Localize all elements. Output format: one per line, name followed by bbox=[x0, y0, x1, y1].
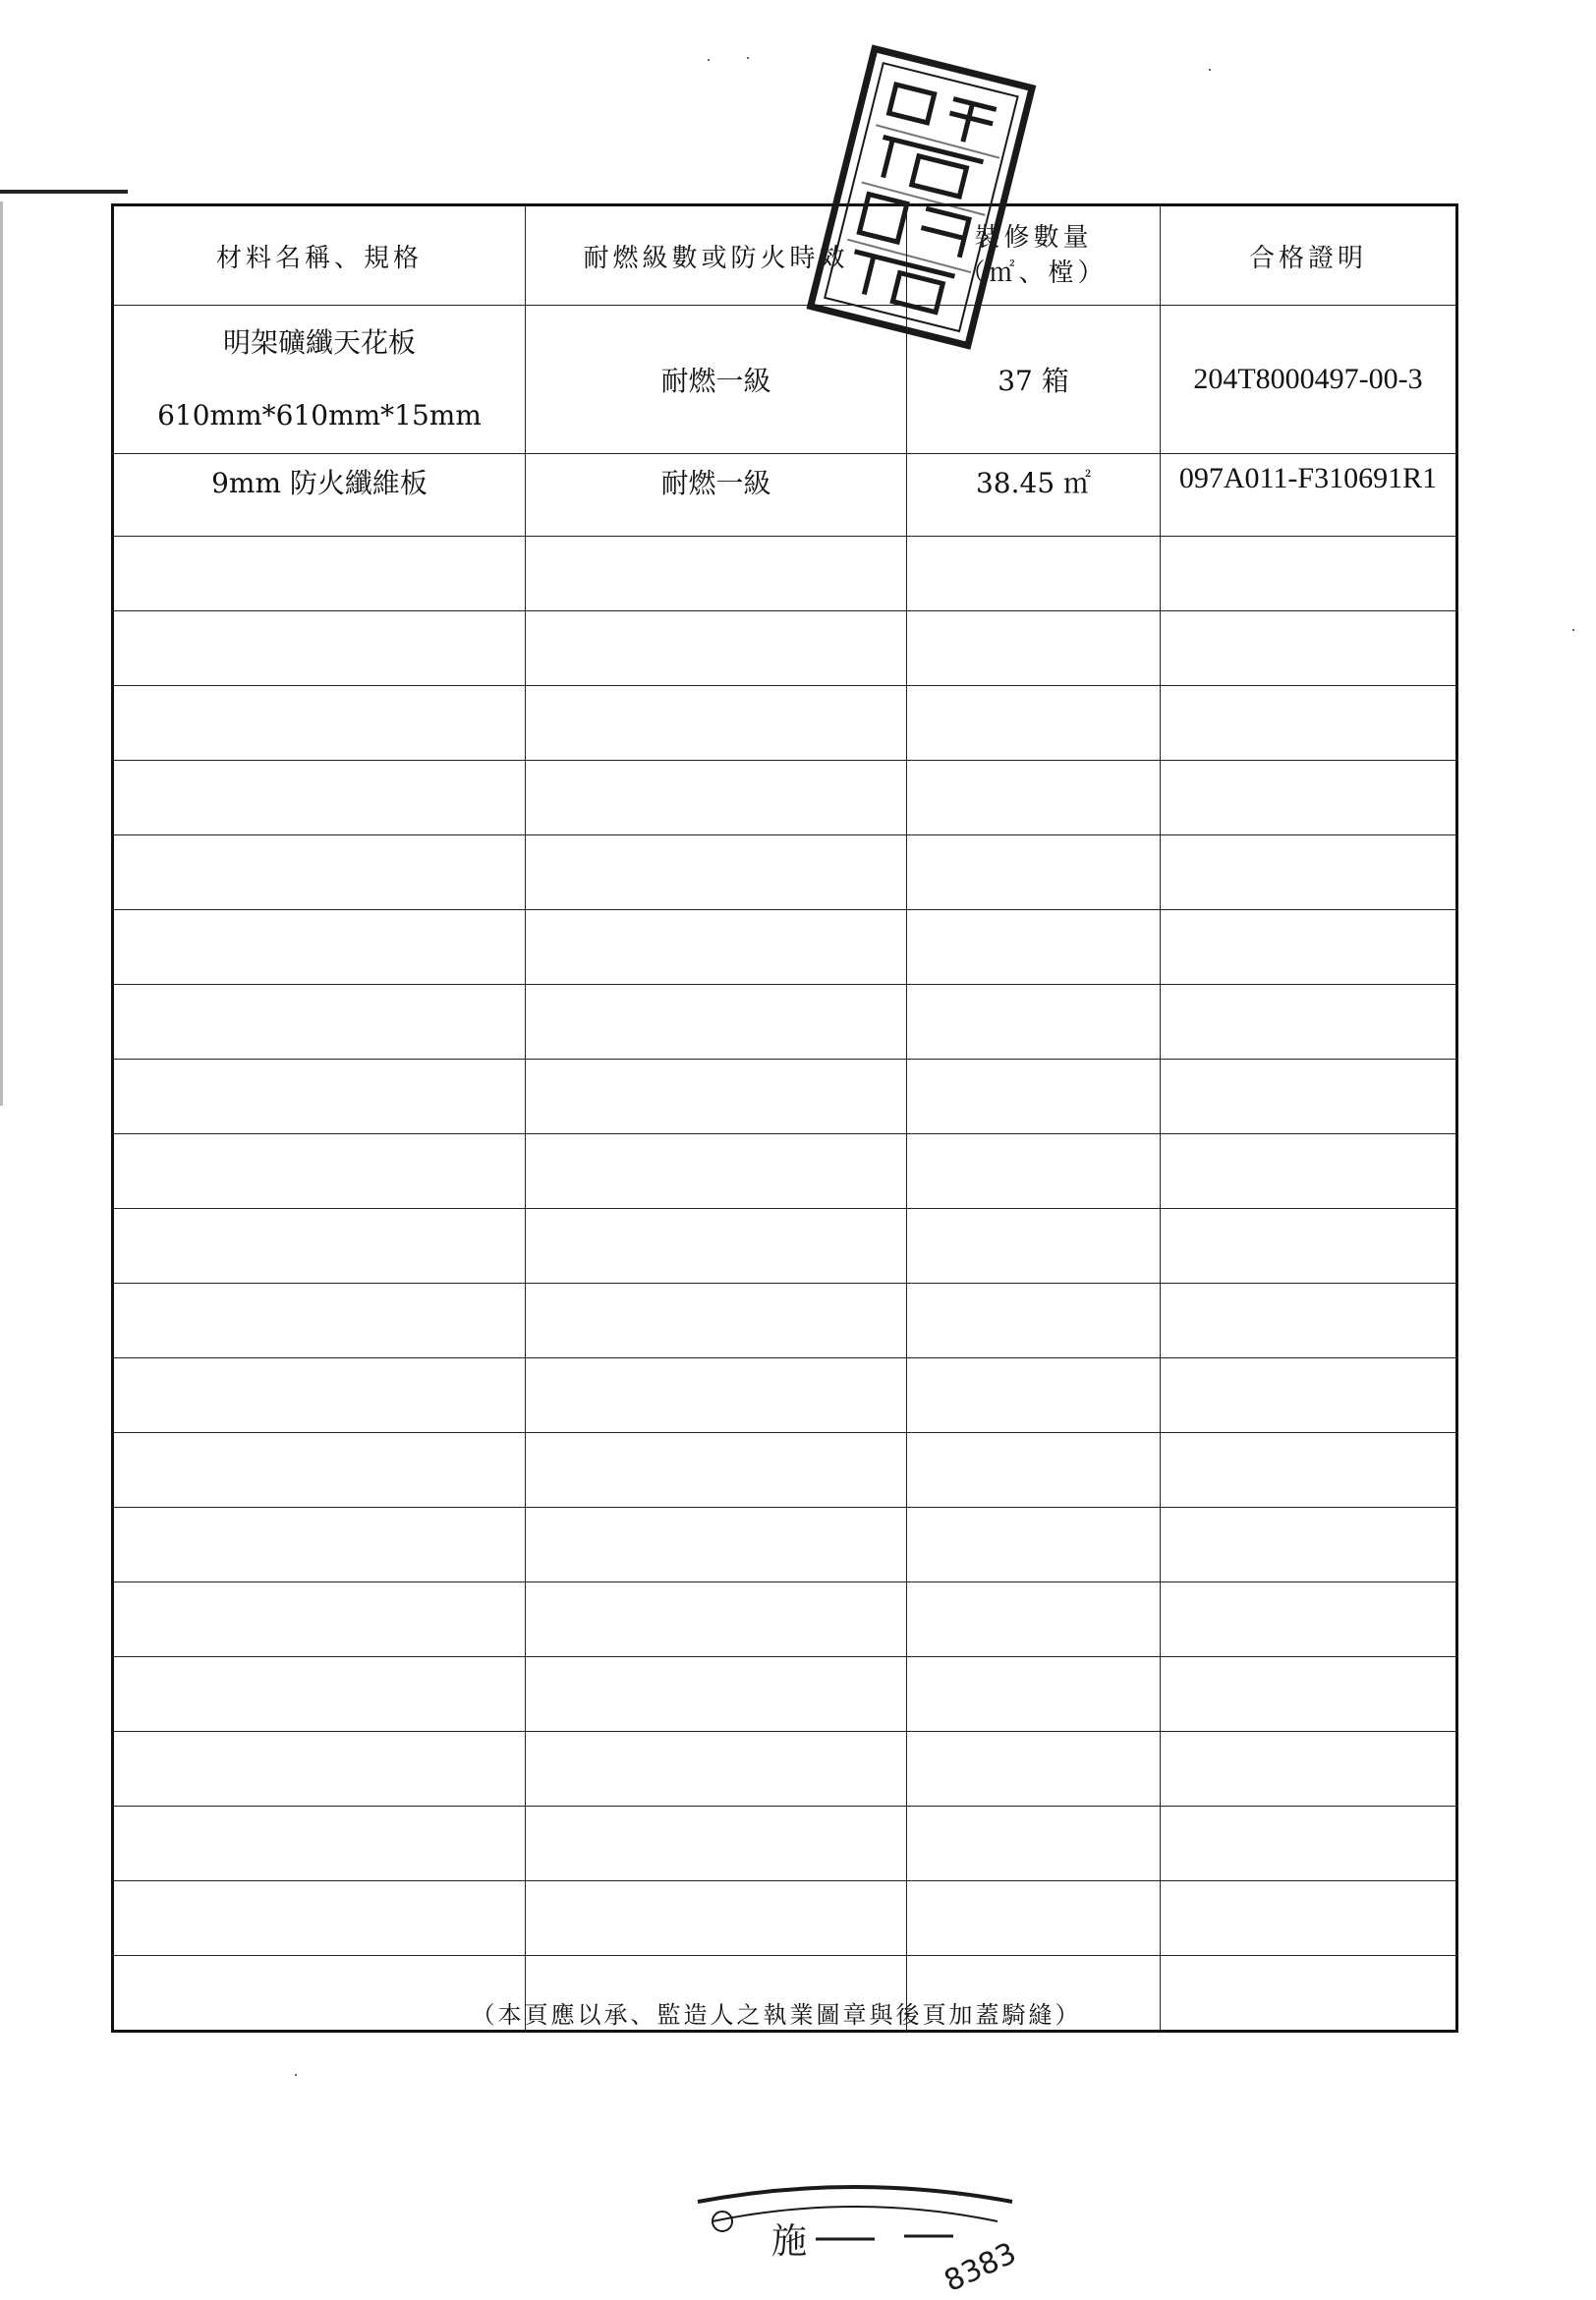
empty-cell bbox=[1161, 1060, 1457, 1134]
empty-cell bbox=[1161, 1358, 1457, 1433]
empty-cell bbox=[907, 1807, 1161, 1881]
table-row-empty bbox=[113, 835, 1457, 910]
empty-cell bbox=[1161, 910, 1457, 985]
empty-cell bbox=[113, 537, 526, 611]
scan-speck bbox=[295, 2074, 297, 2076]
empty-cell bbox=[526, 1732, 907, 1807]
scan-speck bbox=[1209, 69, 1211, 71]
empty-cell bbox=[1161, 761, 1457, 835]
empty-cell bbox=[907, 1657, 1161, 1732]
empty-cell bbox=[1161, 537, 1457, 611]
empty-cell bbox=[526, 761, 907, 835]
cell-quantity: 38.45 ㎡ bbox=[907, 454, 1161, 537]
empty-cell bbox=[113, 910, 526, 985]
table-row-empty bbox=[113, 985, 1457, 1060]
empty-cell bbox=[113, 1134, 526, 1209]
table-row bbox=[113, 306, 1457, 454]
table-row-empty bbox=[113, 1060, 1457, 1134]
empty-cell bbox=[1161, 1433, 1457, 1508]
table-row-empty bbox=[113, 686, 1457, 761]
empty-cell bbox=[1161, 1134, 1457, 1209]
scan-speck bbox=[708, 59, 710, 61]
empty-cell bbox=[907, 1134, 1161, 1209]
empty-cell bbox=[1161, 1209, 1457, 1284]
empty-cell bbox=[526, 1881, 907, 1956]
header-quantity-label: 裝修數量 bbox=[974, 223, 1093, 253]
table-row-empty bbox=[113, 611, 1457, 686]
empty-cell bbox=[526, 1060, 907, 1134]
empty-cell bbox=[113, 1209, 526, 1284]
table-row-empty bbox=[113, 910, 1457, 985]
empty-cell bbox=[907, 835, 1161, 910]
empty-cell bbox=[907, 1881, 1161, 1956]
empty-cell bbox=[113, 611, 526, 686]
bottom-stamp bbox=[678, 2182, 1032, 2300]
empty-cell bbox=[113, 1881, 526, 1956]
table-row-empty bbox=[113, 761, 1457, 835]
empty-cell bbox=[113, 1060, 526, 1134]
empty-cell bbox=[526, 611, 907, 686]
table-row-empty bbox=[113, 1433, 1457, 1508]
empty-cell bbox=[1161, 1657, 1457, 1732]
empty-cell bbox=[113, 1284, 526, 1358]
cell-fire-rating: 耐燃一級 bbox=[526, 306, 907, 454]
empty-cell bbox=[907, 1284, 1161, 1358]
empty-cell bbox=[526, 1582, 907, 1657]
empty-cell bbox=[1161, 611, 1457, 686]
empty-cell bbox=[526, 1358, 907, 1433]
scan-speck bbox=[1572, 629, 1574, 631]
empty-cell bbox=[907, 1209, 1161, 1284]
empty-cell bbox=[113, 1807, 526, 1881]
empty-cell bbox=[526, 1657, 907, 1732]
table-row-empty bbox=[113, 1582, 1457, 1657]
empty-cell bbox=[1161, 1284, 1457, 1358]
empty-cell bbox=[1161, 1732, 1457, 1807]
empty-cell bbox=[113, 1433, 526, 1508]
empty-cell bbox=[113, 686, 526, 761]
table-row-empty bbox=[113, 1358, 1457, 1433]
empty-cell bbox=[113, 761, 526, 835]
table-row-empty bbox=[113, 1657, 1457, 1732]
empty-cell bbox=[1161, 1508, 1457, 1582]
empty-cell bbox=[526, 1807, 907, 1881]
scan-speck bbox=[747, 57, 749, 59]
empty-cell bbox=[907, 686, 1161, 761]
empty-cell bbox=[907, 611, 1161, 686]
cell-quantity: 37 箱 bbox=[907, 306, 1161, 454]
empty-cell bbox=[113, 1358, 526, 1433]
cell-material bbox=[113, 306, 526, 454]
cell-fire-rating: 耐燃一級 bbox=[526, 454, 907, 537]
bottom-stamp-number: 8383 bbox=[939, 2236, 1022, 2299]
table-row-empty bbox=[113, 1508, 1457, 1582]
table-row-empty bbox=[113, 1807, 1457, 1881]
cell-certificate: 097A011-F310691R1 bbox=[1161, 454, 1457, 537]
table-row bbox=[113, 454, 1457, 537]
empty-cell bbox=[907, 1732, 1161, 1807]
table-row-empty bbox=[113, 1134, 1457, 1209]
empty-cell bbox=[113, 1657, 526, 1732]
material-name: 明架礦纖天花板 bbox=[222, 326, 416, 359]
empty-cell bbox=[907, 1060, 1161, 1134]
scan-artifact-edge bbox=[0, 201, 3, 1106]
empty-cell bbox=[907, 1508, 1161, 1582]
empty-cell bbox=[1161, 1956, 1457, 2032]
material-spec: 610mm*610mm*15mm bbox=[157, 399, 482, 431]
empty-cell bbox=[1161, 1881, 1457, 1956]
table-row-empty bbox=[113, 537, 1457, 611]
cell-material: 9mm 防火纖維板 bbox=[113, 454, 526, 537]
empty-cell bbox=[526, 1134, 907, 1209]
empty-cell bbox=[526, 910, 907, 985]
empty-cell bbox=[1161, 1807, 1457, 1881]
empty-cell bbox=[907, 910, 1161, 985]
table-row-empty bbox=[113, 1881, 1457, 1956]
header-quantity-unit: （㎡、樘） bbox=[959, 259, 1108, 288]
empty-cell bbox=[526, 1508, 907, 1582]
header-material: 材料名稱、規格 bbox=[113, 205, 526, 306]
scan-artifact-line bbox=[0, 190, 128, 194]
empty-cell bbox=[1161, 835, 1457, 910]
materials-table bbox=[111, 203, 1458, 2033]
empty-cell bbox=[113, 835, 526, 910]
empty-cell bbox=[526, 1209, 907, 1284]
cell-certificate: 204T8000497-00-3 bbox=[1161, 306, 1457, 454]
footnote: （本頁應以承、監造人之執業圖章與後頁加蓋騎縫） bbox=[471, 2001, 1082, 2029]
empty-cell bbox=[907, 1358, 1161, 1433]
header-certificate: 合格證明 bbox=[1161, 205, 1457, 306]
empty-cell bbox=[526, 985, 907, 1060]
table-header-row bbox=[113, 205, 1457, 306]
empty-cell bbox=[907, 537, 1161, 611]
empty-cell bbox=[1161, 686, 1457, 761]
bottom-stamp-text: 施 bbox=[771, 2221, 808, 2262]
empty-cell bbox=[907, 761, 1161, 835]
empty-cell bbox=[113, 1508, 526, 1582]
empty-cell bbox=[526, 835, 907, 910]
table-row-empty bbox=[113, 1284, 1457, 1358]
empty-cell bbox=[526, 1433, 907, 1508]
empty-cell bbox=[1161, 985, 1457, 1060]
table-row-empty bbox=[113, 1209, 1457, 1284]
table-row-empty bbox=[113, 1732, 1457, 1807]
empty-cell bbox=[907, 1582, 1161, 1657]
empty-cell bbox=[113, 1732, 526, 1807]
empty-cell bbox=[526, 686, 907, 761]
empty-cell bbox=[113, 1582, 526, 1657]
header-fire-rating: 耐燃級數或防火時效 bbox=[526, 205, 907, 306]
empty-cell bbox=[1161, 1582, 1457, 1657]
empty-cell bbox=[526, 1284, 907, 1358]
empty-cell bbox=[113, 985, 526, 1060]
empty-cell bbox=[907, 1433, 1161, 1508]
empty-cell bbox=[526, 537, 907, 611]
empty-cell bbox=[907, 985, 1161, 1060]
